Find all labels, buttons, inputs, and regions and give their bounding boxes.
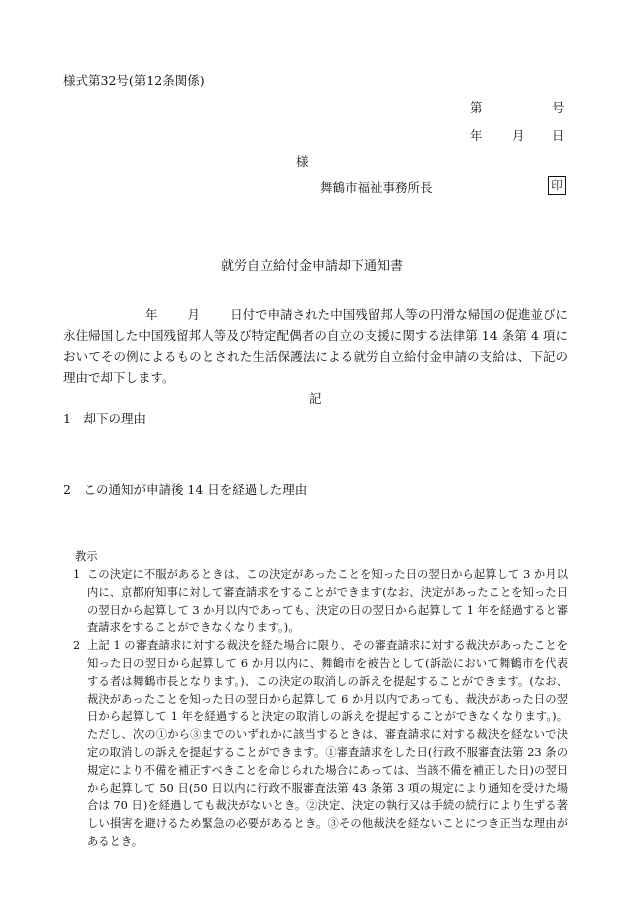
instruction-section [63, 548, 568, 851]
document-title: 就労自立給付金申請却下通知書 [221, 259, 404, 274]
document-number-dai: 第 [470, 100, 483, 115]
instruction-title: 教示 [75, 550, 98, 563]
body-year: 年 [145, 307, 158, 322]
body-month: 月 [187, 307, 201, 322]
instruction-item-number: 2 [73, 639, 81, 653]
form-number: 様式第32号(第12条関係) [63, 73, 205, 88]
instruction-item [63, 566, 568, 637]
seal-mark: 印 [548, 176, 566, 195]
date-year: 年 [470, 128, 483, 143]
instruction-item-text: この決定に不服があるときは、この決定があったことを知った日の翌日から起算して 3 か月以内に、京都府知事に対して審査請求をすることができます(なお、決定があったことを知った日の翌日から起算して 3 か月以内であっても、決定の日の翌日から起算して 1 年を経過すると審査請求をすることができなくなります。)。 [87, 568, 568, 635]
delay-reason-heading: 2 この通知が申請後 14 日を経過した理由 [63, 482, 308, 497]
instruction-item-text: 上記 1 の審査請求に対する裁決を経た場合に限り、その審査請求に対する裁決があったことを知った日の翌日から起算して 6 か月以内に、舞鶴市を被告として(訴訟において舞鶴市を代表する者は舞鶴市長となります。)、この決定の取消しの訴えを提起することができます。(なお、裁決があったことを知った日の翌日から起算して 6 か月以内であっても、裁決があった日の翌日から起算して 1 年を経過すると決定の取消しの訴えを提起することができなくなります。)。ただし、次の①から③までのいずれかに該当するときは、審査請求に対する裁決を経ないで決定の取消しの訴えを提起することができます。①審査請求をした日(行政不服審査法第 23 条の規定により不備を補正すべきことを命じられた場合にあっては、当該不備を補正した日)の翌日から起算して 50 日(50 日以内に行政不服審査法第 43 条第 3 項の規定により通知を受けた場合は 70 日)を経過しても裁決がないとき。②決定、決定の執行又は手続の続行により生ずる著しい損害を避けるため緊急の必要があるとき。③その他裁決を経ないことにつき正当な理由があるとき。 [87, 639, 568, 848]
ki-heading: 記 [309, 391, 322, 406]
body-paragraph [63, 304, 568, 388]
document-number-go: 号 [552, 100, 565, 115]
sender-office: 舞鶴市福祉事務所長 [320, 180, 433, 195]
addressee-suffix: 様 [296, 154, 309, 169]
date-day: 日 [552, 128, 565, 143]
instruction-item [63, 637, 568, 851]
rejection-reason-heading: 1 却下の理由 [63, 411, 146, 426]
date-month: 月 [512, 128, 525, 143]
instruction-item-number: 1 [73, 568, 81, 581]
body-text: 日付で申請された中国残留邦人等の円滑な帰国の促進並びに永住帰国した中国残留邦人等及び特定配偶者の自立の支援に関する法律第 14 条第 4 項においてその例によるものとされた生活保護法による就労自立給付金申請の支給は、下記の理由で却下します。 [63, 307, 568, 385]
